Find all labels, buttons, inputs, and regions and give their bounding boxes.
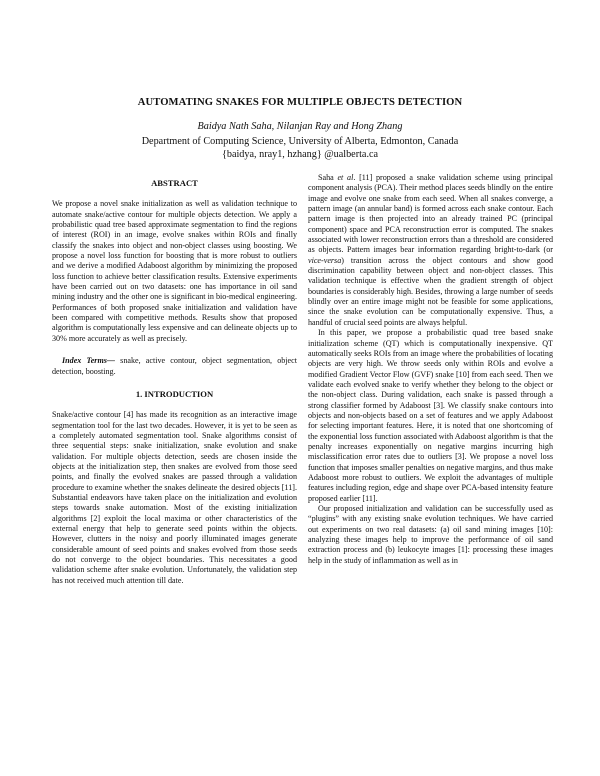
p2-author: Saha (318, 173, 338, 182)
introduction-heading: 1. INTRODUCTION (135, 388, 214, 399)
index-terms-label: Index Terms— (62, 356, 115, 366)
index-terms-text: snake, active contour, object segmentation, object detection, boosting. (52, 356, 297, 376)
p2-etal: et al (337, 173, 354, 182)
abstract-heading: ABSTRACT (151, 178, 198, 188)
p2-text-a: . [11] proposed a snake validation scheme using principal component analysis (PCA). Their method places seeds blindly on the entire image and evolve one snake from each seed. When all snakes converge, a pattern image (an annular band) is formed across each snake contour. Each pattern image is then projected into an already trained PC (principal component) space and PCA reconstruction error is computed. The snakes associated with lower reconstruction errors than a threshold are considered as objects. Pattern images bear information regarding bright-to-dark (or (308, 173, 553, 255)
p2-text-b: ) transition across the object contours and show good discrimination capability between object and non-object classes. This validation technique is effective when the gradient strength of object boundaries is considerably high. Besides, throwing a large number of seeds blindly over an entire image might not be feasible for some applications, since the snake evolution can be computationally expensive. Thus, a handful of crucial seed points are always helpful. (308, 255, 553, 327)
intro-paragraph-3: In this paper, we propose a probabilistic quad tree based snake initialization scheme (QT) which is computationally inexpensive. QT automatically seeks ROIs from an image where the probabilities of locating objects are very high. We throw seeds only within ROIs and evolve a modified Gradient Vector Flow (GVF) snake [10] from each seed. Then we validate each evolved snake to verify whether they belong to the object or the non-object class. During validation, each snake is passed through a strong classifier formed by Adaboost [3]. We classify snake contours into objects and non-objects based on a set of features and we apply Adaboost for selecting important features. Here, it is noted that one shortcoming of the exponential loss function associated with Adaboost algorithm is that the penalty increases exponentially on negative margins incurring high misclassification error rates due to outliers [3]. We propose a novel loss function that imposes smaller penalties on negative margins, and thus make Adaboost more robust to outliers. We exploit the advantages of multiple features including region, edge and shape over PCA-based intensity feature proposed earlier [11]. (308, 328, 553, 503)
author-affiliation: Department of Computing Science, University of Alberta, Edmonton, Canada (141, 136, 459, 147)
abstract-text: We propose a novel snake initialization as well as validation technique to automate snake/active contour for multiple objects detection. We apply a probabilistic quad tree based approximate segmentation to find the regions of interest (ROI) in an image, evolve snakes within ROIs and finally classify the snakes into object and non-object classes using boosting. We propose a novel loss function for boosting that is more robust to outliers and we derive a modified Adaboost algorithm by minimizing the proposed loss function to achieve better classification results. Extensive experiments have been carried out on two datasets: one has importance in oil sand mining industry and the other one is significant in bio-medical engineering. Performances of both proposed snake initialization and validation have been compared with competitive methods. Results show that proposed algorithm is computationally less expensive and can delineate objects up to 30% more accurately as well as precisely. (52, 199, 297, 343)
index-terms (52, 356, 297, 377)
p2-vice-versa: vice-versa (308, 255, 342, 265)
left-column (52, 178, 297, 586)
right-column (308, 173, 553, 566)
paper-title: AUTOMATING SNAKES FOR MULTIPLE OBJECTS DETECTION (137, 97, 463, 108)
author-affiliation-block (0, 135, 600, 161)
paper-authors: Baidya Nath Saha, Nilanjan Ray and Hong Zhang (197, 121, 403, 132)
intro-paragraph-4: Our proposed initialization and validation can be successfully used as “plugins” with any existing snake evolution techniques. We have carried out experiments on two real datasets: (a) oil sand mining images [10]: analyzing these images help to improve the performance of oil sand extraction process and (b) leukocyte images [1]: processing these images help in the study of inflammation as well as in (308, 504, 553, 565)
author-emails: {baidya, nray1, hzhang} @ualberta.ca (221, 149, 379, 160)
introduction-paragraph-1: Snake/active contour [4] has made its recognition as an interactive image segmentation tool for the last two decades. However, it is yet to be seen as a completely automated segmentation tool. Snake algorithms consist of three sequential steps: snake initialization, snake evolution and snake validation. For multiple objects detection, seeds are chosen inside the objects at the initialization step, then snakes are evolved from those seed points, and finally the evolved snakes are passed through a validation procedure to examine whether the snakes delineate the desired objects [11]. Substantial endeavors have taken place on the initialization and evolution steps towards snake automation. Most of the existing initialization algorithms [2] exploit the local maxima or other characteristics of the external energy that help to generate seed points within the objects. However, clutters in the noisy and poorly illuminated images generate considerable amount of seed points and snakes evolved from those seeds do not converge to the object boundaries. This necessitates a good validation scheme after snake evolution. Unfortunately, the validation step has not received much attention till date. (52, 410, 297, 585)
intro-paragraph-2 (308, 173, 553, 328)
